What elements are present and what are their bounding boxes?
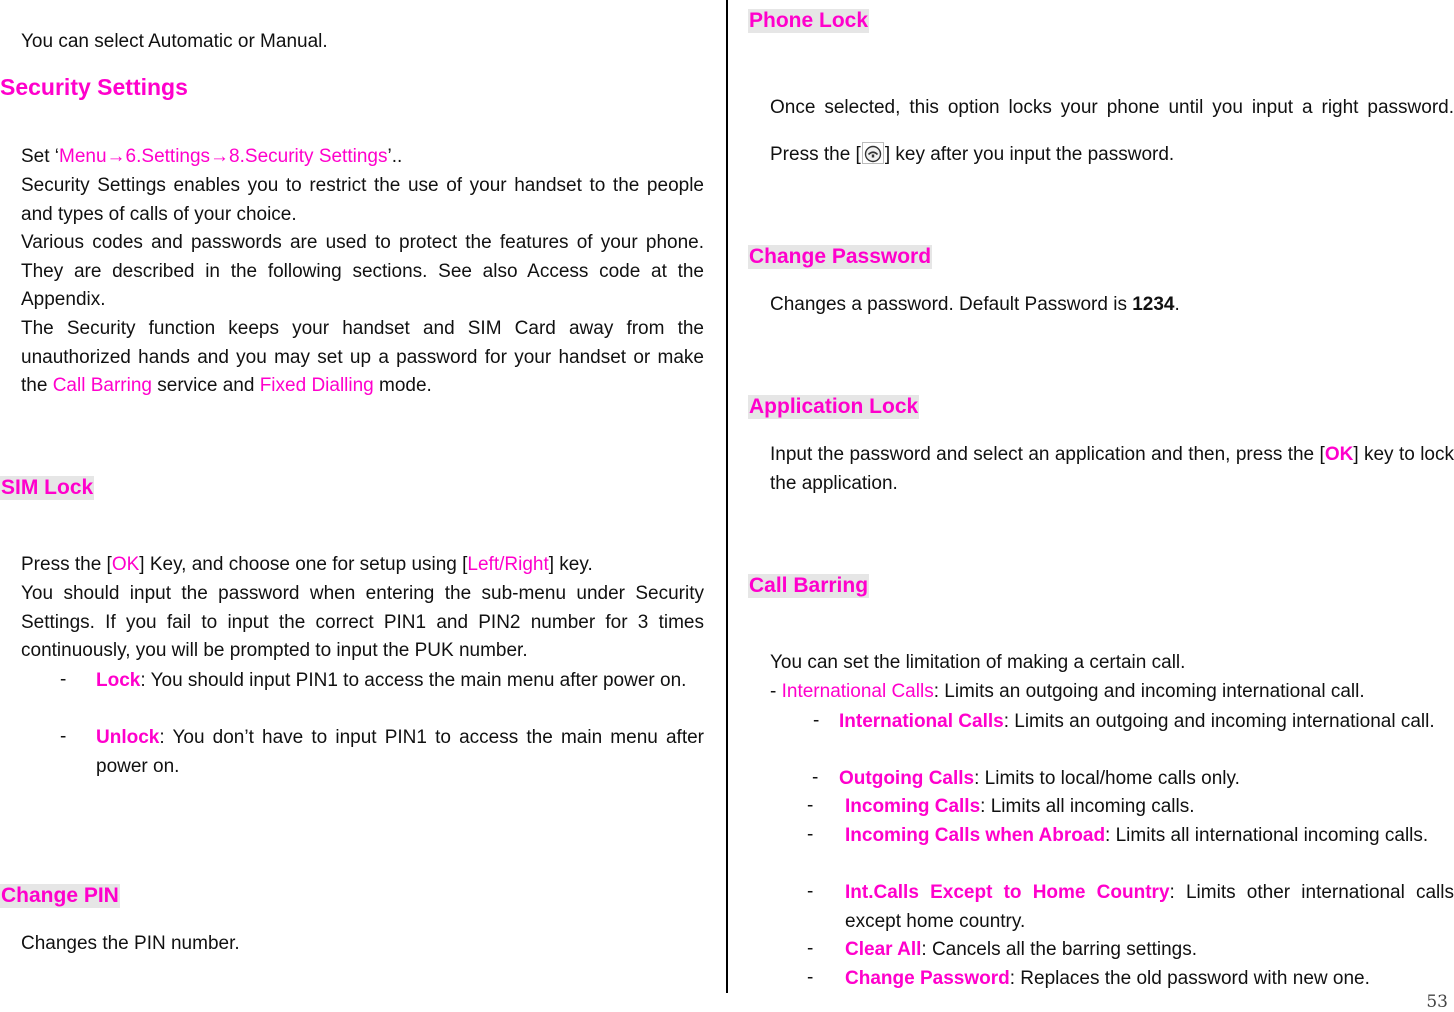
list-bullet: -	[807, 967, 814, 988]
change-password-item: Change Password: Replaces the old password with new one.	[845, 968, 1370, 989]
incoming-calls-item: Incoming Calls: Limits all incoming calls.	[845, 796, 1195, 817]
change-password-heading: Change Password	[749, 245, 932, 268]
security-paragraph-1: Security Settings enables you to restrict the use of your handset to the people and types of calls of your choice.	[21, 175, 704, 225]
left-right-key-label: Left/Right	[467, 554, 549, 575]
list-bullet: -	[807, 938, 814, 959]
call-barring-intro: You can set the limitation of making a certain call.	[770, 652, 1186, 673]
list-bullet: -	[807, 881, 814, 902]
international-calls-line: - International Calls: Limits an outgoing and incoming international call.	[770, 681, 1365, 702]
security-paragraph-3: The Security function keeps your handset and SIM Card away from the unauthorized hands and you may set up a password for your handset or make the Call Barring service and Fixed Dialling mode.	[21, 318, 704, 397]
security-paragraph-2: Various codes and passwords are used to protect the features of your phone. They are described in the following sections. See also Access code at the Appendix.	[21, 232, 704, 311]
list-bullet: -	[807, 824, 814, 845]
list-bullet: -	[813, 710, 820, 731]
sim-lock-paragraph: You should input the password when entering the sub-menu under Security Settings. If you fail to input the correct PIN1 and PIN2 number for 3 times continuously, you will be prompted to input the PUK number.	[21, 583, 704, 662]
ok-key-label: OK	[111, 554, 140, 575]
security-path: Set ‘Menu→6.Settings→8.Security Settings’..	[21, 146, 403, 167]
list-bullet: -	[60, 669, 67, 690]
application-lock-text: Input the password and select an application and then, press the [OK] key to lock the application.	[770, 444, 1454, 494]
sim-lock-instruction: Press the [OK] Key, and choose one for setup using [Left/Right] key.	[21, 554, 593, 575]
unlock-item: Unlock: You don’t have to input PIN1 to access the main menu after power on.	[96, 727, 704, 777]
application-lock-heading: Application Lock	[749, 395, 919, 418]
list-bullet: -	[812, 767, 819, 788]
int-calls-except-home-item: Int.Calls Except to Home Country: Limits other international calls except home country.	[845, 882, 1454, 932]
change-pin-heading: Change PIN	[1, 884, 119, 907]
change-pin-text: Changes the PIN number.	[21, 933, 240, 954]
list-bullet: -	[807, 795, 814, 816]
international-calls-item: International Calls: Limits an outgoing and incoming international call.	[839, 711, 1435, 732]
security-settings-heading: Security Settings	[0, 74, 188, 100]
ok-key-label: OK	[1324, 444, 1354, 465]
phone-lock-heading: Phone Lock	[749, 9, 869, 32]
incoming-calls-abroad-item: Incoming Calls when Abroad: Limits all international incoming calls.	[845, 825, 1429, 846]
phone-lock-text: Once selected, this option locks your phone until you input a right password. Press the [ ] key after you input the password.	[770, 97, 1454, 165]
end-call-key-icon	[862, 135, 884, 157]
call-barring-heading: Call Barring	[749, 574, 869, 597]
sim-lock-heading: SIM Lock	[1, 476, 94, 499]
fixed-dialling-link: Fixed Dialling	[259, 375, 374, 397]
list-bullet: -	[60, 726, 67, 747]
call-barring-link: Call Barring	[52, 375, 152, 397]
change-password-text: Changes a password. Default Password is 1234.	[770, 294, 1180, 315]
intro-text: You can select Automatic or Manual.	[21, 31, 328, 52]
outgoing-calls-item: Outgoing Calls: Limits to local/home calls only.	[839, 768, 1240, 789]
column-divider	[726, 0, 728, 993]
lock-item: Lock: You should input PIN1 to access the main menu after power on.	[96, 670, 687, 691]
menu-path-link: Menu→6.Settings→8.Security Settings	[59, 146, 388, 167]
page-number: 53	[1426, 992, 1448, 1012]
default-password: 1234	[1132, 294, 1175, 315]
clear-all-item: Clear All: Cancels all the barring settings.	[845, 939, 1198, 960]
